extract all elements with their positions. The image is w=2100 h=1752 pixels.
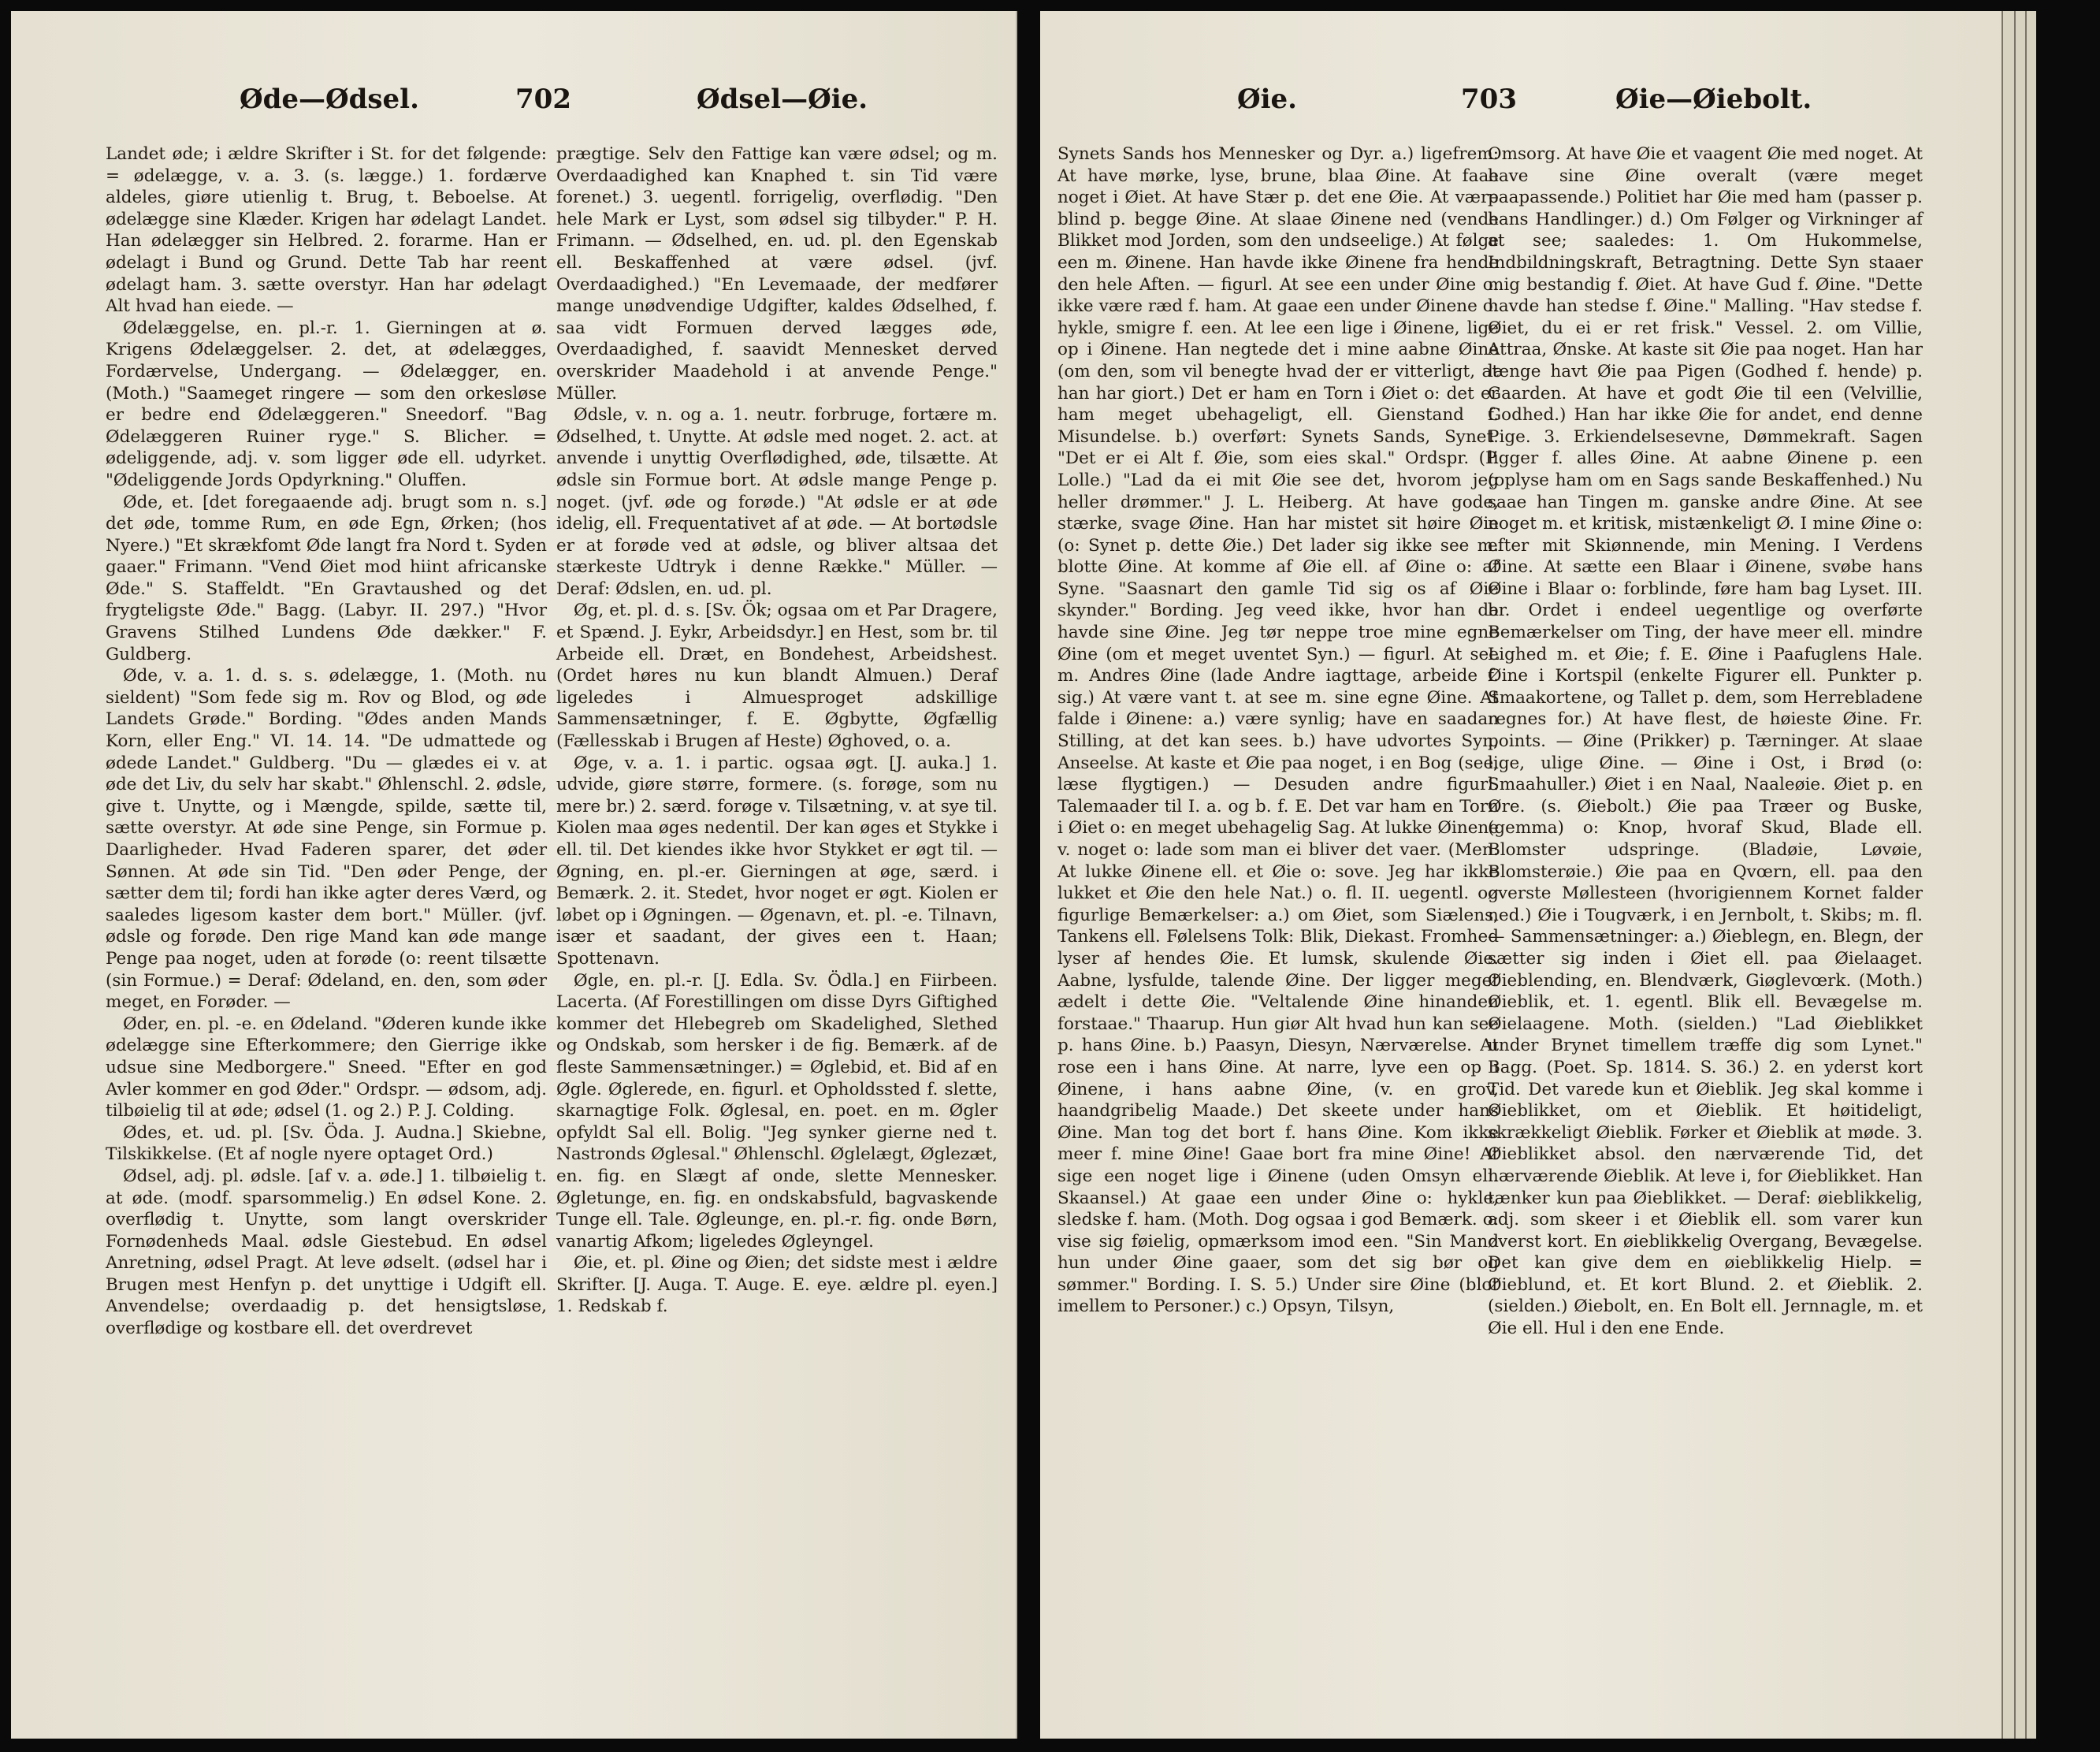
left-column-1 bbox=[106, 143, 547, 1340]
entry: Ødelæggelse, en. pl.-r. 1. Gierningen at ø. Krigens Ødelæggelser. 2. det, at ødelægges, Fordærvelse, Undergang. — Ødelægger, en. (Moth.) "Saameget ringere — som den orkesløse er bedre end Ødelæggeren." Sneedorf. "Bag Ødelæggeren Ruiner ryge." S. Blicher. = ødeliggende, adj. v. som ligger øde ell. udyrket. "Ødeliggende Jords Opdyrkning." Oluffen. bbox=[106, 318, 547, 490]
paragraph: Omsorg. At have Øie et vaagent Øie med noget. At have sine Øine overalt (være meget paapassende.) Politiet har Øie med ham (passer p. hans Handlinger.) d.) Om Følger og Virkninger af at see; saaledes: 1. Om Hukommelse, Indbildningskraft, Betragtning. Dette Syn staaer mig bestandig f. Øiet. At have Gud f. Øine. "Dette havde han stedse f. Øine." Malling. "Hav stedse f. Øiet, du ei er ret frisk." Vessel. 2. om Villie, Attraa, Ønske. At kaste sit Øie paa noget. Han har længe havt Øie paa Pigen (Godhed f. hende) p. Gaarden. At have et godt Øie til een (Velvillie, Godhed.) Han har ikke Øie for andet, end denne Pige. 3. Erkiendelsesevne, Dømmekraft. Sagen ligger f. alles Øine. At aabne Øinene p. een (oplyse ham om en Sags sande Beskaffenhed.) Nu saae han Tingen m. ganske andre Øine. At see noget m. et kritisk, mistænkeligt Ø. I mine Øine o: efter mit Skiønnende, min Mening. I Verdens Øine. At sætte een Blaar i Øinene, svøbe hans Øine i Blaar o: forblinde, føre ham bag Lyset. III. br. Ordet i endeel uegentlige og overførte Bemærkelser om Ting, der have meer ell. mindre Lighed m. et Øie; f. E. Øine i Paafuglens Hale. Øine i Kortspil (enkelte Figurer ell. Punkter p. Smaakortene, og Tallet p. dem, som Herrebladene regnes for.) At have flest, de høieste Øine. Fr. points. — Øine (Prikker) p. Tærninger. At slaae lige, ulige Øine. — Øine i Ost, i Brød (o: Smaahuller.) Øiet i en Naal, Naaleøie. Øiet p. en Øre. (s. Øiebolt.) Øie paa Træer og Buske, (gemma) o: Knop, hvoraf Skud, Blade ell. Blomster udspringe. (Bladøie, Løvøie, Blomsterøie.) Øie paa en Qvœrn, ell. paa den øverste Møllesteen (hvorigiennem Kornet falder ned.) Øie i Tougværk, i en Jernbolt, t. Skibs; m. fl. — Sammensætninger: a.) Øieblegn, en. Blegn, der sætter sig inden i Øiet ell. paa Øielaaget. Øieblending, en. Blendværk, Giøglevœrk. (Moth.) Øieblik, et. 1. egentl. Blik ell. Bevægelse m. Øielaagene. Moth. (sielden.) "Lad Øieblikket under Brynet timellem træffe dig som Lynet." Bagg. (Poet. Sp. 1814. S. 36.) 2. en yderst kort Tid. Det varede kun et Øieblik. Jeg skal komme i Øieblikket, om et Øieblik. Et høitideligt, skrækkeligt Øieblik. Førker et Øieblik at møde. 3. Øieblikket absol. den nærværende Tid, det nærværende Øieblik. At leve i, for Øieblikket. Han tænker kun paa Øieblikket. — Deraf: øieblikkelig, adj. som skeer i et Øieblik ell. som varer kun øverst kort. En øieblikkelig Overgang, Bevægelse. Det kan give dem en øieblikkelig Hielp. = Øieblund, et. Et kort Blund. 2. et Øieblik. 2. (sielden.) Øiebolt, en. En Bolt ell. Jernnagle, m. et Øie ell. Hul i den ene Ende. bbox=[1488, 144, 1923, 1339]
right-page-header bbox=[1040, 84, 2035, 134]
entry: Øde, v. a. 1. d. s. s. ødelægge, 1. (Moth. nu sieldent) "Som fede sig m. Rov og Blod, og øde Landets Grøde." Bording. "Ødes anden Mands Korn, eller Eng." VI. 14. 14. "De udmattede og ødede Landet." Guldberg. "Du — glædes ei v. at øde det Liv, du selv har skabt." Øhlenschl. 2. ødsle, give t. Unytte, og i Mængde, spilde, sætte til, sætte overstyr. At øde sine Penge, sin Formue p. Daarligheder. Hvad Faderen sparer, det øder Sønnen. At øde sin Tid. "Den øder Penge, der sætter dem til; fordi han ikke agter deres Værd, og saaledes ligesom kaster dem bort." Müller. (jvf. ødsle og forøde. Den rige Mand kan øde mange Penge paa noget, uden at forøde (o: reent tilsætte (sin Formue.) = Deraf: Ødeland, en. den, som øder meget, en Forøder. — bbox=[106, 666, 547, 1013]
page-edge bbox=[2002, 11, 2014, 1739]
right-column-2 bbox=[1488, 143, 1923, 1340]
right-page bbox=[1040, 11, 2035, 1739]
left-column-2 bbox=[556, 143, 998, 1318]
paragraph: Synets Sands hos Mennesker og Dyr. a.) ligefrem: At have mørke, lyse, brune, blaa Øine. At faae noget i Øiet. At have Stær p. det ene Øie. At være blind p. begge Øine. At slaae Øinene ned (vende Blikket mod Jorden, som den undseelige.) At følge een m. Øinene. Han havde ikke Øinene fra hende den hele Aften. — figurl. At see een under Øine o: ikke være ræd f. ham. At gaae een under Øinene o: hykle, smigre f. een. At lee een lige i Øinene, lige op i Øinene. Han negtede det i mine aabne Øine (om den, som vil benegte hvad der er vitterligt, at han har giort.) Det er ham en Torn i Øiet o: det er ham meget ubehageligt, ell. Gienstand f. Misundelse. b.) overført: Synets Sands, Synet. "Det er ei Alt f. Øie, som eies skal." Ordspr. (P. Lolle.) "Lad da ei mit Øie see det, hvorom jeg heller drømmer." J. L. Heiberg. At have gode, stærke, svage Øine. Han har mistet sit høire Øie (o: Synet p. dette Øie.) Det lader sig ikke see m. blotte Øine. At komme af Øie ell. af Øine o: af Syne. "Saasnart den gamle Tid sig os af Øie skynder." Bording. Jeg veed ikke, hvor han da havde sine Øine. Jeg tør neppe troe mine egne Øine (om et meget uventet Syn.) — figurl. At see m. Andres Øine (lade Andre iagttage, arbeide f. sig.) At være vant t. at see m. sine egne Øine. At falde i Øinene: a.) være synlig; have en saadan Stilling, at det kan sees. b.) have udvortes Syn, Anseelse. At kaste et Øie paa noget, i en Bog (see, læse flygtigen.) — Desuden andre figurl. Talemaader til I. a. og b. f. E. Det var ham en Torn i Øiet o: en meget ubehagelig Sag. At lukke Øinene v. noget o: lade som man ei bliver det vaer. (Men: At lukke Øinene ell. et Øie o: sove. Jeg har ikke lukket et Øie den hele Nat.) o. fl. II. uegentl. og figurlige Bemærkelser: a.) om Øiet, som Siælens, Tankens ell. Følelsens Tolk: Blik, Diekast. Fromhed lyser af hendes Øie. Et lumsk, skulende Øie. Aabne, lysfulde, talende Øine. Der ligger meget ædelt i dette Øie. "Veltalende Øine hinanden forstaae." Thaarup. Hun giør Alt hvad hun kan see p. hans Øine. b.) Paasyn, Diesyn, Nærværelse. At rose een i hans Øine. At narre, lyve een op i Øinene, i hans aabne Øine, (v. en grov, haandgribelig Maade.) Det skeete under hans Øine. Man tog det bort f. hans Øine. Kom ikke meer f. mine Øine! Gaae bort fra mine Øine! At sige een noget lige i Øinene (uden Omsyn ell. Skaansel.) At gaae een under Øine o: hykle, sledske f. ham. (Moth. Dog ogsaa i god Bemærk. o: vise sig føielig, opmærksom imod een. "Sin Mand hun under Øine gaaer, som det sig bør og sømmer." Bording. I. S. 5.) Under sire Øine (blot imellem to Personer.) c.) Opsyn, Tilsyn, bbox=[1057, 144, 1499, 1317]
entry: Øde, et. [det foregaaende adj. brugt som n. s.] det øde, tomme Rum, en øde Egn, Ørken; (hos Nyere.) "Et skrækfomt Øde langt fra Nord t. Syden gaaer." Frimann. "Vend Øiet mod hiint africanske Øde." S. Staffeldt. "En Gravtaushed og det frygteligste Øde." Bagg. (Labyr. II. 297.) "Hvor Gravens Stilhed Lundens Øde dækker." F. Guldberg. bbox=[106, 492, 547, 664]
paragraph: Landet øde; i ældre Skrifter i St. for det følgende: = ødelægge, v. a. 3. (s. lægge.) 1. fordærve aldeles, giøre utienlig t. Brug, t. Beboelse. At ødelægge sine Klæder. Krigen har ødelagt Landet. Han ødelægger sin Helbred. 2. forarme. Han er ødelagt i Bund og Grund. Dette Tab har reent ødelagt ham. 3. sætte overstyr. Han har ødelagt Alt hvad han eiede. — bbox=[106, 144, 547, 317]
left-header-left: Øde—Ødsel. bbox=[240, 84, 419, 115]
left-page-header bbox=[11, 84, 1016, 134]
entry: Øgle, en. pl.-r. [J. Edla. Sv. Ödla.] en Fiirbeen. Lacerta. (Af Forestillingen om disse Dyrs Giftighed kommer det Hlebegreb om Skadelighed, Slethed og Ondskab, som hersker i de fig. Bemærk. af de fleste Sammensætninger.) = Øglebid, et. Bid af en Øgle. Øglerede, en. figurl. et Opholdssted f. slette, skarnagtige Folk. Øglesal, en. poet. en m. Øgler opfyldt Sal ell. Bolig. "Jeg synker gierne ned t. Nastronds Øglesal." Øhlenschl. Øglelægt, Øglezæt, en. fig. en Slægt af onde, slette Mennesker. Øgletunge, en. fig. en ondskabsfuld, bagvaskende Tunge ell. Tale. Øgleunge, en. pl.-r. fig. onde Børn, vanartig Afkom; ligeledes Øgleyngel. bbox=[556, 970, 998, 1252]
entry: Øder, en. pl. -e. en Ødeland. "Øderen kunde ikke ødelægge sine Efterkommere; den Gierrige ikke udsue sine Medborgere." Sneed. "Efter en god Avler kommer en god Øder." Ordspr. — ødsom, adj. tilbøielig til at øde; ødsel (1. og 2.) P. J. Colding. bbox=[106, 1014, 547, 1122]
right-page-number: 703 bbox=[1461, 84, 1517, 115]
entry: Øg, et. pl. d. s. [Sv. Ök; ogsaa om et Par Dragere, et Spænd. J. Eykr, Arbeidsdyr.] en Hest, som br. til Arbeide ell. Dræt, en Bondehest, Arbeidshest. (Ordet høres nu kun blandt Almuen.) Deraf ligeledes i Almuesproget adskillige Sammensætninger, f. E. Øgbytte, Øgfællig (Fællesskab i Brugen af Heste) Øghoved, o. a. bbox=[556, 601, 998, 752]
entry: Ødsel, adj. pl. ødsle. [af v. a. øde.] 1. tilbøielig t. at øde. (modf. sparsommelig.) En ødsel Kone. 2. overflødig t. Unytte, som langt overskrider Fornødenheds Maal. ødsle Giestebud. En ødsel Anretning, ødsel Pragt. At leve ødselt. (ødsel har i Brugen mest Henfyn p. det unyttige i Udgift ell. Anvendelse; overdaadig p. det hensigtsløse, overflødige og kostbare ell. det overdrevet bbox=[106, 1166, 547, 1339]
entry: Øge, v. a. 1. i partic. ogsaa øgt. [J. auka.] 1. udvide, giøre større, formere. (s. forøge, som nu mere br.) 2. særd. forøge v. Tilsætning, v. at sye til. Kiolen maa øges nedentil. Der kan øges et Stykke i ell. til. Det kiendes ikke hvor Stykket er øgt til. — Øgning, en. pl.-er. Gierningen at øge, særd. i Bemærk. 2. it. Stedet, hvor noget er øgt. Kiolen er løbet op i Øgningen. — Øgenavn, et. pl. -e. Tilnavn, især et saadant, der gives een t. Haan; Spottenavn. bbox=[556, 753, 998, 969]
left-header-right: Ødsel—Øie. bbox=[697, 84, 868, 115]
right-column-1 bbox=[1057, 143, 1499, 1318]
paragraph: prægtige. Selv den Fattige kan være ødsel; og m. Overdaadighed kan Knaphed t. sin Tid være forenet.) 3. uegentl. forrigelig, overflødig. "Den hele Mark er Lyst, som ødsel sig tilbyder." P. H. Frimann. — Ødselhed, en. ud. pl. den Egenskab ell. Beskaffenhed at være ødsel. (jvf. Overdaadighed.) "En Levemaade, der medfører mange unødvendige Udgifter, kaldes Ødselhed, f. saa vidt Formuen derved lægges øde, Overdaadighed, f. saavidt Mennesket derved overskrider Maadehold i at anvende Penge." Müller. bbox=[556, 144, 998, 404]
page-edge bbox=[2025, 11, 2036, 1739]
entry: Ødsle, v. n. og a. 1. neutr. forbruge, fortære m. Ødselhed, t. Unytte. At ødsle med noget. 2. act. at anvende i unyttig Overflødighed, øde, tilsætte. At ødsle sin Formue bort. At ødsle mange Penge p. noget. (jvf. øde og forøde.) "At ødsle er at øde idelig, ell. Frequentativet af at øde. — At bortødsle er at forøde ved at ødsle, og bliver altsaa det stærkeste Udtryk i denne Række." Müller. — Deraf: Ødslen, en. ud. pl. bbox=[556, 405, 998, 599]
entry: Øie, et. pl. Øine og Øien; det sidste mest i ældre Skrifter. [J. Auga. T. Auge. E. eye. ældre pl. eyen.] 1. Redskab f. bbox=[556, 1253, 998, 1317]
right-header-left: Øie. bbox=[1237, 84, 1298, 115]
right-header-right: Øie—Øiebolt. bbox=[1615, 84, 1812, 115]
left-page-number: 702 bbox=[515, 84, 571, 115]
left-page bbox=[11, 11, 1017, 1739]
page-edge bbox=[2014, 11, 2025, 1739]
entry: Ødes, et. ud. pl. [Sv. Öda. J. Audna.] Skiebne, Tilskikkelse. (Et af nogle nyere optaget Ord.) bbox=[106, 1122, 547, 1165]
